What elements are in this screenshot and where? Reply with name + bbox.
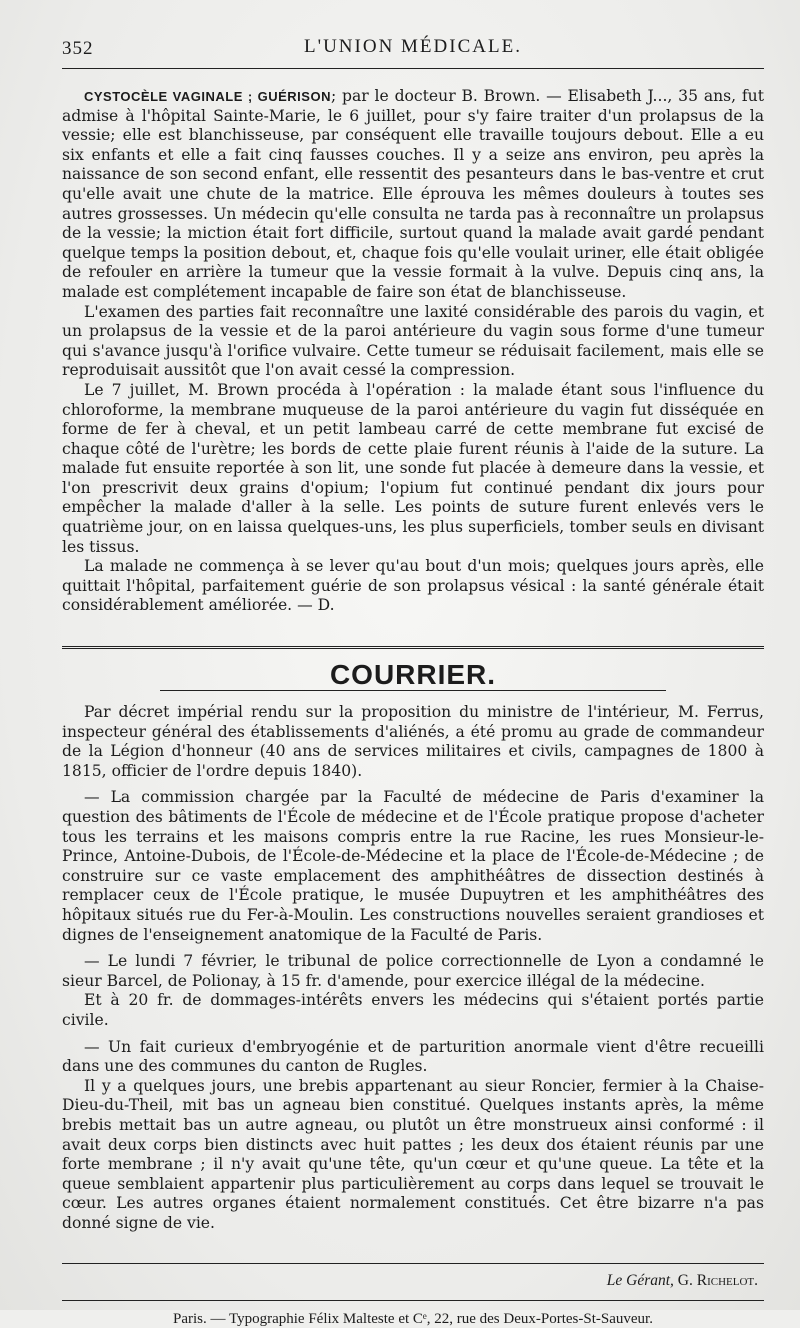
running-head: [62, 30, 764, 64]
case-report: [62, 87, 764, 616]
case-paragraph-1: [62, 87, 764, 303]
imprint-rule: [62, 1300, 764, 1301]
courrier-paragraph-2: — La commission chargée par la Faculté de médecine de Paris d'examiner la question des bâtiments de l'École de médecine et de l'École pratique propose d'acheter tous les terrains et les maisons compris entre la rue Racine, les rues Monsieur-le-Prince, Antoine-Dubois, de l'École-de-Médecine et la place de l'École-de-Médecine ; de construire sur ce vaste emplacement des amphithéâtres de dissection destinés à remplacer ceux de l'École pratique, le musée Dupuytren et les amphithéâtres des hôpitaux situés rue du Fer-à-Moulin. Les constructions nouvelles seraient grandioses et dignes de l'enseignement anatomique de la Faculté de Paris.: [62, 788, 764, 944]
signature: [62, 1272, 758, 1290]
case-paragraph-3: Le 7 juillet, M. Brown procéda à l'opération : la malade étant sous l'influence du chloroforme, la membrane muqueuse de la paroi antérieure du vagin fut disséquée en forme de fer à cheval, et un petit lambeau carré de cette membrane fut excisé de chaque côté de l'urètre; les bords de cette plaie furent réunis à l'aide de la suture. La malade fut ensuite reportée à son lit, une sonde fut placée à demeure dans la vessie, et l'on prescrivit deux grains d'opium; l'opium fut continué pendant dix jours pour empêcher la malade d'aller à la selle. Les points de suture furent enlevés vers le quatrième jour, on en laissa quelques-uns, les plus superficiels, tomber seuls en divisant les tissus.: [62, 380, 764, 556]
case-paragraph-2: L'examen des parties fait reconnaître une laxité considérable des parois du vagin, et un prolapsus de la vessie et de la paroi antérieure du vagin sous forme d'une tumeur qui s'avance jusqu'à l'orifice vulvaire. Cette tumeur se réduisait facilement, mais elle se reproduisait aussitôt que l'on avait cessé la compression.: [62, 302, 764, 380]
page-number: 352: [62, 38, 94, 59]
section-rule: [62, 646, 764, 649]
courrier-paragraph-1: Par décret impérial rendu sur la proposition du ministre de l'intérieur, M. Ferrus, inspecteur général des établissements d'aliénés, a été promu au grade de commandeur de la Légion d'honneur (40 ans de services militaires et civils, campagnes de 1800 à 1815, officier de l'ordre depuis 1840).: [62, 703, 764, 780]
courrier-paragraph-3: — Le lundi 7 février, le tribunal de police correctionnelle de Lyon a condamné le sieur Barcel, de Polionay, à 15 fr. d'amende, pour exercice illégal de la médecine.: [62, 952, 764, 990]
signature-name: G. Richelot.: [677, 1272, 758, 1290]
signature-label: Le Gérant,: [606, 1272, 674, 1290]
case-paragraph-4: La malade ne commença à se lever qu'au bout d'un mois; quelques jours après, elle quittait l'hôpital, parfaitement guérie de son prolapsus vésical : la santé générale était considérablement améliorée. — D.: [62, 557, 764, 615]
courrier-paragraph-4: Et à 20 fr. de dommages-intérêts envers les médecins qui s'étaient portés partie civile.: [62, 991, 764, 1029]
footer-rule: [62, 1263, 764, 1264]
courrier-section: [62, 646, 764, 1233]
imprint-line: Paris. — Typographie Félix Malteste et Cᵉ, 22, rue des Deux-Portes-St-Sauveur.: [173, 1311, 653, 1328]
courrier-paragraph-6: Il y a quelques jours, une brebis appartenant au sieur Roncier, fermier à la Chaise-Dieu-du-Theil, mit bas un agneau bien constitué. Quelques instants après, la même brebis mettait bas un autre agneau, ou plutôt un être monstrueux ainsi conformé : il avait deux corps bien distincts avec huit pattes ; les deux dos étaient réunis par une forte membrane ; il n'y avait qu'une tête, qu'un cœur et qu'une queue. La tête et la queue semblaient appartenir plus particulièrement au corps dans lequel se trouvait le cœur. Les autres organes étaient normalement constitués. Cet être bizarre n'a pas donné signe de vie.: [62, 1076, 764, 1232]
case-text: Elisabeth J..., 35 ans, fut admise à l'hôpital Sainte-Marie, le 6 juillet, pour s'y faire traiter d'un prolapsus de la vessie; elle est blanchisseuse, par conséquent elle travaille toujours debout. Elle a eu six enfants et elle a fait cinq fausses couches. Il y a seize ans environ, peu après la naissance de son second enfant, elle ressentit des pesanteurs dans le bas-ventre et crut qu'elle avait une chute de la matrice. Elle éprouva les mêmes douleurs à toutes ses autres grossesses. Un médecin qu'elle consulta ne tarda pas à reconnaître un prolapsus de la vessie; la miction était fort difficile, surtout quand la malade avait gardé pendant quelque temps la position debout, et, chaque fois qu'elle voulait uriner, elle était obligée de refouler en arrière la tumeur que la vessie formait à la vulve. Depuis cinq ans, la malade est complétement incapable de faire son état de blanchisseuse.: [62, 87, 764, 301]
courrier-heading-text: COURRIER.: [160, 659, 666, 691]
case-author: ; par le docteur B. Brown. —: [330, 87, 562, 105]
journal-title: L'UNION MÉDICALE.: [304, 36, 522, 57]
header-rule: [62, 68, 764, 69]
courrier-heading: [62, 659, 764, 691]
courrier-paragraph-5: — Un fait curieux d'embryogénie et de parturition anormale vient d'être recueilli dans une des communes du canton de Rugles.: [62, 1037, 764, 1076]
case-title: CYSTOCÈLE VAGINALE ; GUÉRISON: [84, 89, 331, 104]
